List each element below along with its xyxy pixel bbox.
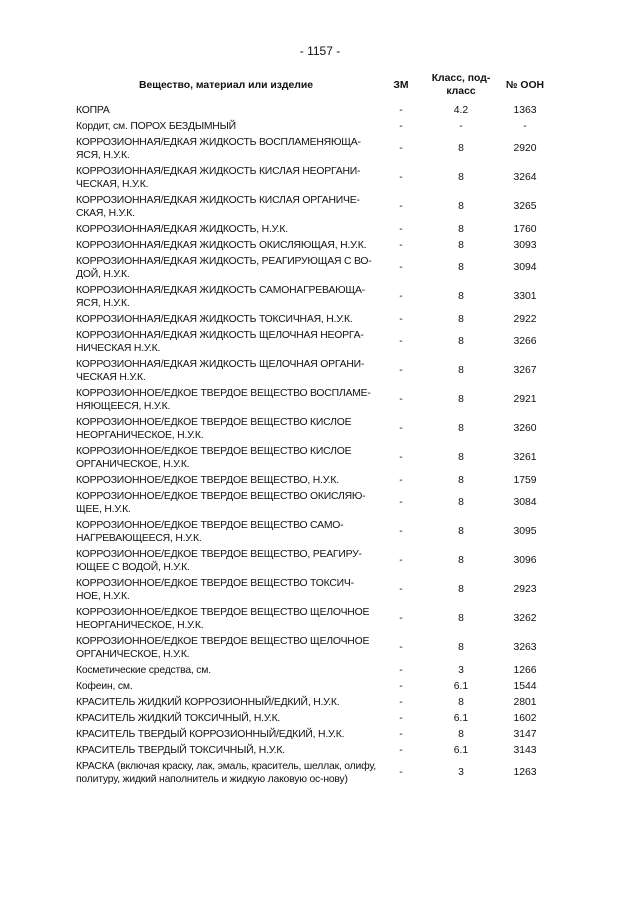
cell-class: 6.1 [453, 712, 469, 724]
cell-zm: - [399, 223, 403, 235]
cell-substance: Косметические средства, см. [76, 664, 211, 676]
table-row [76, 118, 554, 134]
cell-substance: КОРРОЗИОННАЯ/ЕДКАЯ ЖИДКОСТЬ, Н.У.К. [76, 223, 288, 235]
table-row [76, 356, 554, 385]
cell-un-number: 3094 [513, 262, 537, 273]
cell-un-number: 2920 [513, 143, 537, 154]
cell-class: 8 [458, 555, 464, 566]
cell-zm: - [399, 526, 403, 537]
table-row [76, 710, 554, 726]
table-row [76, 163, 554, 192]
table-row [76, 575, 554, 604]
substance-table [76, 72, 554, 787]
cell-class: 8 [458, 584, 464, 595]
cell-un-number: 3096 [513, 555, 537, 566]
table-row [76, 758, 554, 787]
cell-substance: КРАСИТЕЛЬ ЖИДКИЙ КОРРОЗИОННЫЙ/ЕДКИЙ, Н.У.К. [76, 696, 340, 708]
table-row [76, 192, 554, 221]
cell-substance: КОРРОЗИОННОЕ/ЕДКОЕ ТВЕРДОЕ ВЕЩЕСТВО САМО-НАГРЕВАЮЩЕЕСЯ, Н.У.К. [76, 519, 344, 544]
cell-un-number: 3095 [513, 526, 537, 537]
cell-class: 8 [458, 172, 464, 183]
cell-un-number: 2801 [513, 696, 537, 708]
cell-zm: - [399, 423, 403, 434]
cell-un-number: 3264 [513, 172, 537, 183]
cell-substance: КОПРА [76, 104, 110, 116]
cell-zm: - [399, 365, 403, 376]
cell-zm: - [399, 744, 403, 756]
cell-un-number: - [523, 120, 527, 132]
cell-substance: КОРРОЗИОННОЕ/ЕДКОЕ ТВЕРДОЕ ВЕЩЕСТВО, РЕАГИРУ-ЮЩЕЕ С ВОДОЙ, Н.У.К. [76, 548, 362, 573]
cell-class: 8 [458, 526, 464, 537]
cell-substance: Кордит, см. ПОРОХ БЕЗДЫМНЫЙ [76, 120, 236, 132]
table-row [76, 546, 554, 575]
cell-zm: - [399, 143, 403, 154]
cell-substance: КОРРОЗИОННОЕ/ЕДКОЕ ТВЕРДОЕ ВЕЩЕСТВО КИСЛОЕ НЕОРГАНИЧЕСКОЕ, Н.У.К. [76, 416, 352, 441]
cell-class: 8 [458, 474, 464, 486]
cell-class: 8 [458, 394, 464, 405]
cell-un-number: 3267 [513, 365, 537, 376]
table-row [76, 488, 554, 517]
header-substance: Вещество, материал или изделие [138, 79, 314, 91]
cell-substance: КОРРОЗИОННАЯ/ЕДКАЯ ЖИДКОСТЬ КИСЛАЯ ОРГАНИЧЕ-СКАЯ, Н.У.К. [76, 194, 360, 219]
table-row [76, 311, 554, 327]
table-row [76, 742, 554, 758]
cell-substance: КРАСИТЕЛЬ ЖИДКИЙ ТОКСИЧНЫЙ, Н.У.К. [76, 712, 281, 724]
cell-zm: - [399, 313, 403, 325]
cell-un-number: 3262 [513, 613, 537, 624]
cell-zm: - [399, 172, 403, 183]
cell-substance: КРАСИТЕЛЬ ТВЕРДЫЙ ТОКСИЧНЫЙ, Н.У.К. [76, 744, 285, 756]
cell-substance: КОРРОЗИОННАЯ/ЕДКАЯ ЖИДКОСТЬ, РЕАГИРУЮЩАЯ С ВО-ДОЙ, Н.У.К. [76, 255, 372, 280]
cell-un-number: 3261 [513, 452, 537, 463]
table-row [76, 253, 554, 282]
table-row [76, 443, 554, 472]
table-row [76, 678, 554, 694]
cell-class: 8 [458, 423, 464, 434]
table-row [76, 327, 554, 356]
cell-substance: КОРРОЗИОННОЕ/ЕДКОЕ ТВЕРДОЕ ВЕЩЕСТВО, Н.У.К. [76, 474, 339, 486]
cell-zm: - [399, 696, 403, 708]
cell-substance: КОРРОЗИОННАЯ/ЕДКАЯ ЖИДКОСТЬ КИСЛАЯ НЕОРГАНИ-ЧЕСКАЯ, Н.У.К. [76, 165, 361, 190]
table-row [76, 662, 554, 678]
cell-un-number: 3084 [513, 497, 537, 508]
cell-class: 8 [458, 201, 464, 212]
cell-un-number: 2923 [513, 584, 537, 595]
cell-zm: - [399, 394, 403, 405]
cell-substance: КРАСИТЕЛЬ ТВЕРДЫЙ КОРРОЗИОННЫЙ/ЕДКИЙ, Н.У.К. [76, 728, 345, 740]
header-zm: ЗМ [393, 79, 409, 91]
cell-un-number: 3093 [513, 239, 537, 251]
cell-un-number: 2922 [513, 313, 537, 325]
cell-un-number: 3143 [513, 744, 537, 756]
cell-zm: - [399, 239, 403, 251]
table-row [76, 102, 554, 118]
cell-zm: - [399, 555, 403, 566]
cell-class: 8 [458, 728, 464, 740]
cell-substance: КОРРОЗИОННАЯ/ЕДКАЯ ЖИДКОСТЬ ЩЕЛОЧНАЯ ОРГАНИ-ЧЕСКАЯ Н.У.К. [76, 358, 365, 383]
cell-un-number: 3260 [513, 423, 537, 434]
cell-class: 8 [458, 497, 464, 508]
cell-substance: КОРРОЗИОННАЯ/ЕДКАЯ ЖИДКОСТЬ ОКИСЛЯЮЩАЯ, Н.У.К. [76, 239, 367, 251]
cell-zm: - [399, 104, 403, 116]
table-row [76, 694, 554, 710]
table-header-row [76, 72, 554, 102]
cell-substance: КОРРОЗИОННОЕ/ЕДКОЕ ТВЕРДОЕ ВЕЩЕСТВО ТОКСИЧ-НОЕ, Н.У.К. [76, 577, 354, 602]
cell-class: 8 [458, 313, 464, 325]
table-row [76, 604, 554, 633]
cell-un-number: 1760 [513, 223, 537, 235]
header-class: Класс, под-класс [431, 73, 491, 97]
cell-substance: Кофеин, см. [76, 680, 133, 692]
cell-class: 8 [458, 696, 464, 708]
header-un-number: № ООН [505, 79, 545, 91]
table-row [76, 414, 554, 443]
table-row [76, 221, 554, 237]
cell-zm: - [399, 712, 403, 724]
cell-class: 3 [458, 767, 464, 778]
cell-zm: - [399, 452, 403, 463]
cell-substance: КОРРОЗИОННОЕ/ЕДКОЕ ТВЕРДОЕ ВЕЩЕСТВО ВОСПЛАМЕ-НЯЮЩЕЕСЯ, Н.У.К. [76, 387, 371, 412]
cell-class: 8 [458, 642, 464, 653]
cell-un-number: 1363 [513, 104, 537, 116]
cell-un-number: 1759 [513, 474, 537, 486]
cell-zm: - [399, 728, 403, 740]
cell-zm: - [399, 336, 403, 347]
cell-substance: КРАСКА (включая краску, лак, эмаль, краситель, шеллак, олифу, политуру, жидкий наполнитель и жидкую лаковую ос-нову) [76, 760, 376, 785]
cell-un-number: 3147 [513, 728, 537, 740]
cell-un-number: 1266 [513, 664, 537, 676]
cell-class: 8 [458, 239, 464, 251]
table-row [76, 472, 554, 488]
cell-un-number: 1602 [513, 712, 537, 724]
cell-zm: - [399, 201, 403, 212]
cell-un-number: 1544 [513, 680, 537, 692]
cell-class: 6.1 [453, 744, 469, 756]
cell-class: 3 [458, 664, 464, 676]
cell-substance: КОРРОЗИОННАЯ/ЕДКАЯ ЖИДКОСТЬ САМОНАГРЕВАЮЩА-ЯСЯ, Н.У.К. [76, 284, 365, 309]
cell-substance: КОРРОЗИОННОЕ/ЕДКОЕ ТВЕРДОЕ ВЕЩЕСТВО КИСЛОЕ ОРГАНИЧЕСКОЕ, Н.У.К. [76, 445, 352, 470]
table-row [76, 134, 554, 163]
cell-zm: - [399, 497, 403, 508]
cell-class: 8 [458, 365, 464, 376]
cell-substance: КОРРОЗИОННАЯ/ЕДКАЯ ЖИДКОСТЬ ВОСПЛАМЕНЯЮЩА-ЯСЯ, Н.У.К. [76, 136, 361, 161]
cell-un-number: 3266 [513, 336, 537, 347]
cell-substance: КОРРОЗИОННОЕ/ЕДКОЕ ТВЕРДОЕ ВЕЩЕСТВО ЩЕЛОЧНОЕ НЕОРГАНИЧЕСКОЕ, Н.У.К. [76, 606, 370, 631]
cell-class: 6.1 [453, 680, 469, 692]
cell-un-number: 1263 [513, 767, 537, 778]
table-body [76, 102, 554, 787]
cell-zm: - [399, 262, 403, 273]
table-row [76, 282, 554, 311]
cell-class: 8 [458, 613, 464, 624]
cell-un-number: 3265 [513, 201, 537, 212]
cell-substance: КОРРОЗИОННАЯ/ЕДКАЯ ЖИДКОСТЬ ТОКСИЧНАЯ, Н.У.К. [76, 313, 353, 325]
cell-class: 8 [458, 262, 464, 273]
cell-substance: КОРРОЗИОННАЯ/ЕДКАЯ ЖИДКОСТЬ ЩЕЛОЧНАЯ НЕОРГА-НИЧЕСКАЯ Н.У.К. [76, 329, 364, 354]
cell-zm: - [399, 642, 403, 653]
cell-substance: КОРРОЗИОННОЕ/ЕДКОЕ ТВЕРДОЕ ВЕЩЕСТВО ЩЕЛОЧНОЕ ОРГАНИЧЕСКОЕ, Н.У.К. [76, 635, 370, 660]
cell-zm: - [399, 291, 403, 302]
cell-un-number: 2921 [513, 394, 537, 405]
cell-class: 4.2 [453, 104, 469, 116]
cell-class: - [459, 120, 463, 132]
cell-zm: - [399, 680, 403, 692]
cell-zm: - [399, 767, 403, 778]
table-row [76, 237, 554, 253]
cell-substance: КОРРОЗИОННОЕ/ЕДКОЕ ТВЕРДОЕ ВЕЩЕСТВО ОКИСЛЯЮ-ЩЕЕ, Н.У.К. [76, 490, 366, 515]
table-row [76, 726, 554, 742]
table-row [76, 517, 554, 546]
table-row [76, 633, 554, 662]
cell-zm: - [399, 474, 403, 486]
cell-zm: - [399, 664, 403, 676]
cell-un-number: 3301 [513, 291, 537, 302]
page-number: - 1157 - [299, 44, 341, 58]
cell-zm: - [399, 613, 403, 624]
cell-class: 8 [458, 223, 464, 235]
cell-un-number: 3263 [513, 642, 537, 653]
cell-class: 8 [458, 452, 464, 463]
cell-class: 8 [458, 143, 464, 154]
cell-zm: - [399, 120, 403, 132]
cell-class: 8 [458, 291, 464, 302]
cell-zm: - [399, 584, 403, 595]
table-row [76, 385, 554, 414]
cell-class: 8 [458, 336, 464, 347]
